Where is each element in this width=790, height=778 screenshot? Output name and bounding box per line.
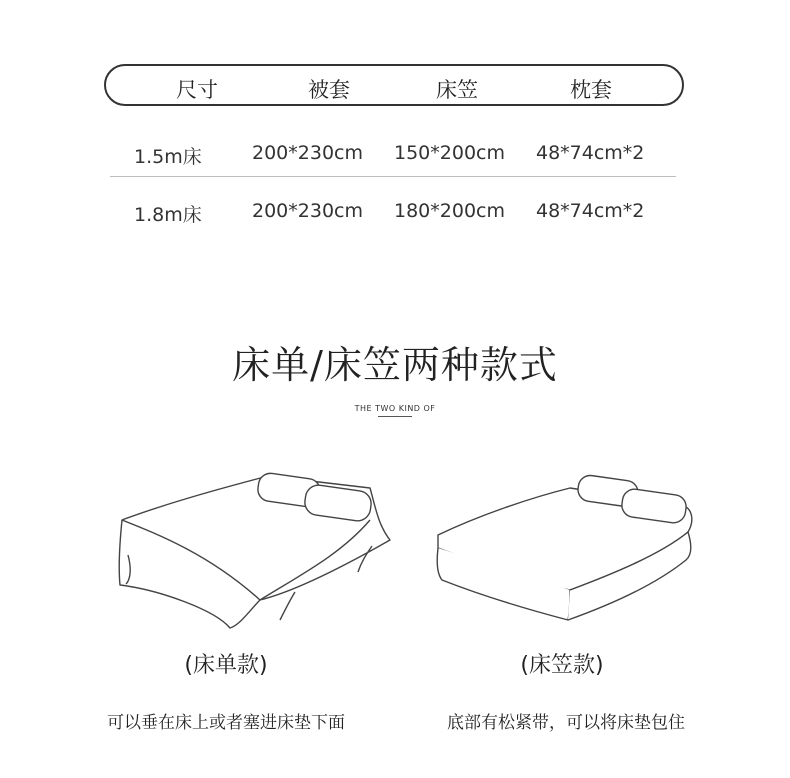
- fitted-sheet-description: 底部有松紧带，可以将床垫包住: [447, 713, 685, 733]
- cell-fitted-sheet: 150*200cm: [394, 142, 505, 164]
- cell-pillowcase: 48*74cm*2: [536, 200, 645, 222]
- cell-duvet-cover: 200*230cm: [252, 200, 363, 222]
- header-duvet-cover: 被套: [308, 78, 350, 102]
- fitted-sheet-bed-illustration: [420, 460, 720, 640]
- cell-size: 1.8m床: [134, 204, 202, 226]
- table-header: [104, 64, 684, 106]
- cell-duvet-cover: 200*230cm: [252, 142, 363, 164]
- cell-size: 1.5m床: [134, 146, 202, 168]
- flat-sheet-caption: (床单款): [184, 653, 268, 678]
- fitted-sheet-caption: (床笠款): [520, 653, 604, 678]
- cell-fitted-sheet: 180*200cm: [394, 200, 505, 222]
- header-size: 尺寸: [176, 78, 218, 102]
- flat-sheet-bed-illustration: [100, 460, 400, 640]
- header-fitted-sheet: 床笠: [436, 78, 478, 102]
- cell-pillowcase: 48*74cm*2: [536, 142, 645, 164]
- header-pillowcase: 枕套: [570, 78, 612, 102]
- section-title: 床单/床笠两种款式: [232, 343, 558, 387]
- table-row: [0, 142, 790, 172]
- flat-sheet-description: 可以垂在床上或者塞进床垫下面: [107, 713, 345, 733]
- subtitle-underline: [378, 416, 412, 417]
- section-subtitle: THE TWO KIND OF: [354, 404, 436, 413]
- row-divider: [110, 176, 676, 177]
- table-row: [0, 200, 790, 230]
